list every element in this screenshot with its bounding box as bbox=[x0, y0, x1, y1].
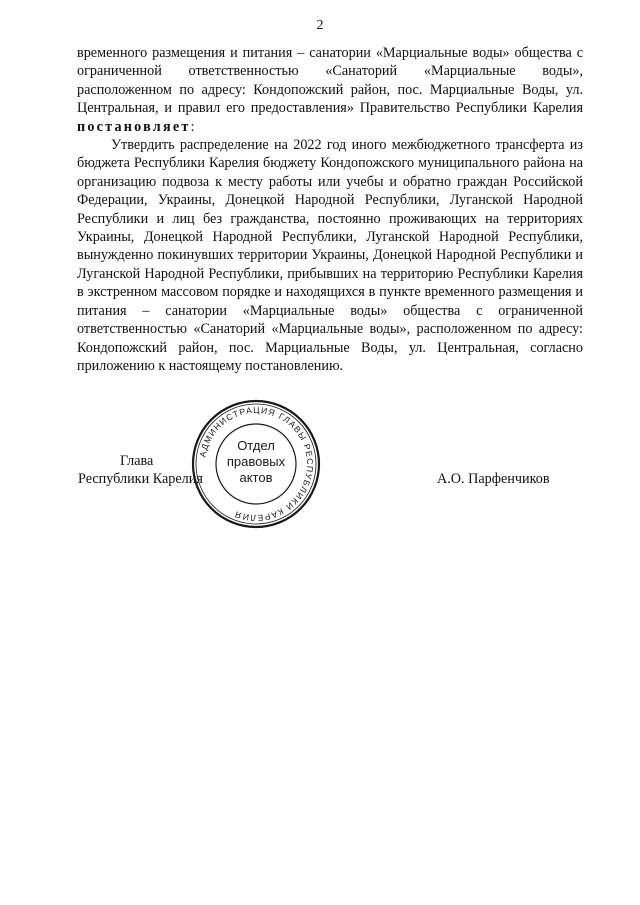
stamp-ring-textpath: АДМИНИСТРАЦИЯ ГЛАВЫ РЕСПУБЛИКИ КАРЕЛИЯ bbox=[197, 404, 316, 524]
paragraph-resolution: Утвердить распределение на 2022 год иного межбюджетного трансферта из бюджета Республики Карелия бюджету Кондопожского муниципального района на организацию подвоза к месту работы или учебы и обратно граждан Российской Федерации, Украины, Донецкой Народной Республики, Луганской Народной Республики и лиц без гражданства, постоянно проживающих на территориях Украины, Донецкой Народной Республики, Луганской Народной Республики, вынужденно покинувших территории Украины, Донецкой Народной Республики и Луганской Народной Республики, прибывших на территорию Республики Карелия в экстренном массовом порядке и находящихся в пункте временного размещения и питания – санатории «Марциальные воды» общества с ограниченной ответственностью «Санаторий «Марциальные воды», расположенном по адресу: Кондопожский район, пос. Марциальные Воды, ул. Центральная, согласно приложению к настоящему постановлению. bbox=[77, 137, 583, 374]
signatory-title-line1: Глава bbox=[120, 453, 154, 469]
stamp-center-line2: правовых bbox=[226, 454, 286, 469]
stamp-center-line3: актов bbox=[239, 470, 273, 485]
document-body bbox=[77, 44, 583, 375]
paragraph-preamble-end bbox=[77, 44, 583, 136]
preamble-colon: : bbox=[190, 118, 195, 135]
preamble-text: временного размещения и питания – санатории «Марциальные воды» общества с ограниченной ответственностью «Санаторий «Марциальные воды», расположенном по адресу: Кондопожский район, пос. Марциальные Воды, ул. Центральная, и правил его предоставления» Правительство Республики Карелия bbox=[77, 45, 583, 117]
official-stamp bbox=[190, 398, 322, 530]
signatory-title-line2: Республики Карелия bbox=[78, 471, 203, 487]
resolves-keyword: постановляет bbox=[77, 118, 191, 135]
page-number: 2 bbox=[316, 18, 324, 33]
stamp-seal-graphic bbox=[190, 398, 322, 530]
stamp-center-line1: Отдел bbox=[237, 438, 275, 453]
signatory-name: А.О. Парфенчиков bbox=[437, 471, 550, 487]
